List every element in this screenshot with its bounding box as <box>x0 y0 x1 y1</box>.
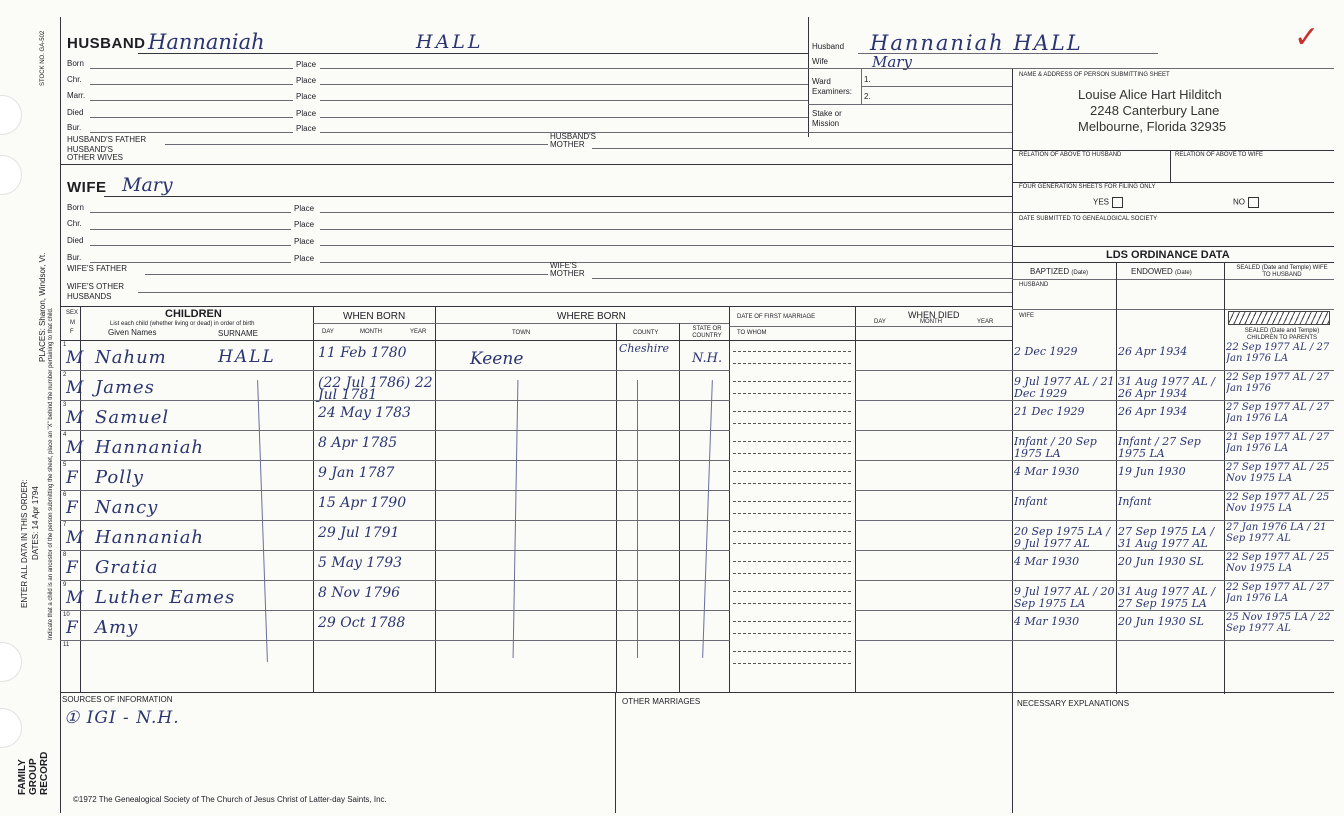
child-surname: HALL <box>218 347 276 367</box>
header-wife-label: Wife <box>812 57 828 66</box>
child-endowed: 26 Apr 1934 <box>1118 406 1188 418</box>
child-endowed: Infant / 27 Sep 1975 LA <box>1118 436 1201 460</box>
husband-surname: HALL <box>416 31 484 53</box>
child-given-name: Nahum <box>95 347 167 368</box>
ancestor-instruction: Indicate that a child is an ancestor of the person submitting the sheet, place an "X" behind the number pertaining to that child. <box>48 307 54 640</box>
no-option[interactable] <box>1233 197 1259 208</box>
date-submitted-label: DATE SUBMITTED TO GENEALOGICAL SOCIETY <box>1019 216 1158 222</box>
child-birth-date: 29 Jul 1791 <box>318 525 400 541</box>
child-sex: M <box>66 528 84 548</box>
child-sealed-to-parents: 25 Nov 1975 LA / 22 Sep 1977 AL <box>1226 612 1331 634</box>
child-baptized: 2 Dec 1929 <box>1014 346 1078 358</box>
child-sealed-to-parents: 22 Sep 1977 AL / 27 Jan 1976 <box>1226 372 1330 394</box>
ward-label: Ward <box>812 77 831 86</box>
died-day-header: DAY <box>874 319 886 325</box>
child-given-name: Hannaniah <box>95 527 205 548</box>
record-title: FAMILY GROUP RECORD <box>17 751 50 795</box>
child-sex: M <box>66 588 84 608</box>
died-month-header: MONTH <box>920 319 942 325</box>
child-baptized <box>1014 646 1116 674</box>
child-birth-date: 8 Apr 1785 <box>318 435 398 451</box>
wife-died-place-label: Place <box>294 237 315 246</box>
wife-born-label: Born <box>67 203 84 212</box>
places-instruction: PLACES: Sharon, Windsor, Vt. <box>38 252 47 362</box>
child-given-name: Samuel <box>95 407 170 428</box>
four-generation-label: FOUR GENERATION SHEETS FOR FILING ONLY <box>1019 184 1156 190</box>
child-birth-date: (22 Jul 1786) 22 Jul 1781 <box>318 375 433 403</box>
yes-label: YES <box>1093 197 1110 207</box>
child-baptized: Infant <box>1014 496 1048 508</box>
wife-died-label: Died <box>67 236 84 245</box>
child-number: 2 <box>63 372 67 378</box>
copyright-notice: ©1972 The Genealogical Society of The Church of Jesus Christ of Latter-day Saints, Inc. <box>73 795 387 804</box>
first-marriage-header: DATE OF FIRST MARRIAGE <box>737 314 816 320</box>
child-baptized: Infant / 20 Sep 1975 LA <box>1014 436 1097 460</box>
husband-died-label: Died <box>67 108 84 117</box>
child-sealed-to-parents: 22 Sep 1977 AL / 27 Jan 1976 LA <box>1226 342 1330 364</box>
child-baptized: 9 Jul 1977 AL / 21 Dec 1929 <box>1014 376 1115 400</box>
data-order-instruction: ENTER ALL DATA IN THIS ORDER: <box>20 479 29 608</box>
child-number: 3 <box>63 402 67 408</box>
husband-given-name: Hannaniah <box>148 30 265 54</box>
town-header: TOWN <box>512 330 531 336</box>
submitter-label: NAME & ADDRESS OF PERSON SUBMITTING SHEET <box>1019 72 1170 78</box>
child-sex: M <box>66 378 84 398</box>
yes-option[interactable] <box>1093 197 1123 208</box>
stake-mission-label: Stake or Mission <box>812 109 842 128</box>
child-sex: F <box>66 468 78 488</box>
children-list-instruction: List each child (whether living or dead) in order of birth <box>110 321 255 327</box>
child-sealed-to-parents: 21 Sep 1977 AL / 27 Jan 1976 LA <box>1226 432 1330 454</box>
submitter-name: Louise Alice Hart Hilditch <box>1078 87 1222 102</box>
child-sealed-to-parents <box>1226 642 1334 670</box>
child-baptized: 4 Mar 1930 <box>1014 556 1080 568</box>
wife-bur-label: Bur. <box>67 253 82 262</box>
submitter-city: Melbourne, Florida 32935 <box>1078 119 1227 134</box>
child-number: 6 <box>63 492 67 498</box>
when-born-header: WHEN BORN <box>343 311 406 322</box>
wife-father-label: WIFE'S FATHER <box>67 264 128 273</box>
child-number: 10 <box>63 612 70 618</box>
child-sealed-to-parents: 22 Sep 1977 AL / 27 Jan 1976 LA <box>1226 582 1330 604</box>
child-endowed: 20 Jun 1930 SL <box>1118 616 1204 628</box>
child-sex: F <box>66 498 78 518</box>
yes-checkbox[interactable] <box>1112 197 1123 208</box>
endowed-date-label: (Date) <box>1175 270 1192 276</box>
husband-born-place-label: Place <box>296 60 317 69</box>
child-baptized: 21 Dec 1929 <box>1014 406 1085 418</box>
state-country-header: STATE OR COUNTRY <box>692 326 722 339</box>
child-baptized: 9 Jul 1977 AL / 20 Sep 1975 LA <box>1014 586 1115 610</box>
no-checkbox[interactable] <box>1248 197 1259 208</box>
child-endowed: 26 Apr 1934 <box>1118 346 1188 358</box>
header-husband-value: Hannaniah HALL <box>870 31 1083 55</box>
endowed-header <box>1131 267 1192 276</box>
child-birth-date: 8 Nov 1796 <box>318 585 401 601</box>
relation-wife-label: RELATION OF ABOVE TO WIFE <box>1175 152 1264 158</box>
sources-value: ① IGI - N.H. <box>64 708 180 728</box>
child-number: 8 <box>63 552 67 558</box>
child-sex: M <box>66 408 84 428</box>
baptized-label: BAPTIZED <box>1030 267 1070 276</box>
stock-number: STOCK NO. GA-502 <box>40 30 46 86</box>
punch-hole <box>0 95 22 135</box>
husband-mother-label: HUSBAND'S MOTHER <box>550 132 596 149</box>
child-baptized: 4 Mar 1930 <box>1014 616 1080 628</box>
necessary-explanations-label: NECESSARY EXPLANATIONS <box>1017 699 1130 708</box>
wife-chr-label: Chr. <box>67 219 82 228</box>
child-number: 1 <box>63 342 67 348</box>
to-whom-header: TO WHOM <box>737 330 767 336</box>
child-sex: F <box>66 558 78 578</box>
husband-born-label: Born <box>67 59 84 68</box>
hatch-strip <box>1228 311 1330 325</box>
sex-header: SEX <box>66 310 79 316</box>
children-header: CHILDREN <box>165 308 222 320</box>
died-year-header: YEAR <box>977 319 994 325</box>
child-given-name: Hannaniah <box>95 437 205 458</box>
relation-husband-label: RELATION OF ABOVE TO HUSBAND <box>1019 152 1122 158</box>
wife-name: Mary <box>122 174 173 196</box>
husband-marr-place-label: Place <box>296 92 317 101</box>
child-birth-date: 29 Oct 1788 <box>318 615 406 631</box>
lds-wife-label: WIFE <box>1019 313 1034 319</box>
born-day-header: DAY <box>322 329 334 335</box>
sealed-children-header: SEALED (Date and Temple) CHILDREN TO PARENTS <box>1244 328 1320 341</box>
child-endowed: Infant <box>1118 496 1152 508</box>
husband-bur-place-label: Place <box>296 124 317 133</box>
husband-chr-place-label: Place <box>296 76 317 85</box>
sealed-wife-husband-header: SEALED (Date and Temple) WIFE TO HUSBAND <box>1236 265 1328 278</box>
child-birth-state: N.H. <box>692 351 723 366</box>
child-sealed-to-parents: 27 Sep 1977 AL / 25 Nov 1975 LA <box>1226 462 1330 484</box>
wife-label: WIFE <box>67 179 107 196</box>
header-husband-label: Husband <box>812 42 845 51</box>
wife-mother-label: WIFE'S MOTHER <box>550 261 585 278</box>
husband-died-place-label: Place <box>296 109 317 118</box>
sex-f: F <box>70 329 74 335</box>
child-birth-date: 9 Jan 1787 <box>318 465 395 481</box>
child-endowed: 19 Jun 1930 <box>1118 466 1186 478</box>
child-number: 7 <box>63 522 67 528</box>
baptized-header <box>1030 267 1088 276</box>
punch-hole <box>0 708 22 748</box>
child-number: 11 <box>63 642 70 648</box>
wife-born-place-label: Place <box>294 204 315 213</box>
endowed-label: ENDOWED <box>1131 267 1173 276</box>
husband-father-label: HUSBAND'S FATHER <box>67 135 147 144</box>
child-number: 5 <box>63 462 67 468</box>
child-given-name: Nancy <box>95 497 159 518</box>
child-sex: M <box>66 438 84 458</box>
wife-chr-place-label: Place <box>294 220 315 229</box>
child-number: 9 <box>63 582 67 588</box>
wife-other-husbands-label: WIFE'S OTHER HUSBANDS <box>67 282 125 301</box>
child-sex: M <box>66 348 84 368</box>
when-died-header: WHEN DIED <box>908 310 960 320</box>
husband-other-wives-label: HUSBAND'S OTHER WIVES <box>67 145 124 162</box>
punch-hole <box>0 642 22 682</box>
header-wife-value: Mary <box>872 53 912 71</box>
child-given-name: Luther Eames <box>95 587 236 608</box>
examiners-label: Examiners: <box>812 87 853 96</box>
husband-chr-label: Chr. <box>67 75 82 84</box>
child-sealed-to-parents: 27 Sep 1977 AL / 27 Jan 1976 LA <box>1226 402 1330 424</box>
examiner-2: 2. <box>864 92 871 101</box>
examiner-1: 1. <box>864 75 871 84</box>
born-year-header: YEAR <box>410 329 427 335</box>
child-baptized: 4 Mar 1930 <box>1014 466 1080 478</box>
child-endowed: 31 Aug 1977 AL / 26 Apr 1934 <box>1118 376 1216 400</box>
child-baptized: 20 Sep 1975 LA / 9 Jul 1977 AL <box>1014 526 1111 550</box>
child-given-name: James <box>95 377 155 398</box>
husband-label: HUSBAND <box>67 35 146 52</box>
other-marriages-label: OTHER MARRIAGES <box>622 697 701 706</box>
child-birth-date: 11 Feb 1780 <box>318 345 407 361</box>
child-given-name: Amy <box>95 617 139 638</box>
no-label: NO <box>1233 197 1245 207</box>
child-endowed <box>1118 646 1224 674</box>
child-sealed-to-parents: 22 Sep 1977 AL / 25 Nov 1975 LA <box>1226 552 1330 574</box>
lds-title: LDS ORDINANCE DATA <box>1106 249 1230 261</box>
child-endowed: 31 Aug 1977 AL / 27 Sep 1975 LA <box>1118 586 1216 610</box>
lds-husband-label: HUSBAND <box>1019 282 1049 288</box>
review-checkmark: ✓ <box>1294 20 1320 55</box>
sex-m: M <box>70 320 75 326</box>
child-birth-town: Keene <box>470 349 524 369</box>
wife-bur-place-label: Place <box>294 254 315 263</box>
child-given-name: Polly <box>95 467 144 488</box>
punch-hole <box>0 155 22 195</box>
child-given-name: Gratia <box>95 557 159 578</box>
submitter-street: 2248 Canterbury Lane <box>1090 103 1220 118</box>
child-sealed-to-parents: 27 Jan 1976 LA / 21 Sep 1977 AL <box>1226 522 1327 544</box>
husband-marr-label: Marr. <box>67 91 86 100</box>
child-endowed: 27 Sep 1975 LA / 31 Aug 1977 AL <box>1118 526 1215 550</box>
child-birth-date: 15 Apr 1790 <box>318 495 407 511</box>
child-sealed-to-parents: 22 Sep 1977 AL / 25 Nov 1975 LA <box>1226 492 1330 514</box>
child-birth-date: 5 May 1793 <box>318 555 403 571</box>
where-born-header: WHERE BORN <box>557 311 626 322</box>
child-sex: F <box>66 618 78 638</box>
given-names-header: Given Names <box>108 328 157 337</box>
baptized-date-label: (Date) <box>1071 270 1089 276</box>
child-birth-county: Cheshire <box>619 342 670 355</box>
surname-header: SURNAME <box>218 329 259 338</box>
husband-bur-label: Bur. <box>67 123 82 132</box>
county-header: COUNTY <box>633 330 659 336</box>
child-birth-date: 24 May 1783 <box>318 405 411 421</box>
dates-instruction: DATES: 14 Apr 1794 <box>31 486 40 560</box>
born-month-header: MONTH <box>360 329 382 335</box>
sources-label: SOURCES OF INFORMATION <box>62 695 173 704</box>
child-number: 4 <box>63 432 67 438</box>
child-endowed: 20 Jun 1930 SL <box>1118 556 1204 568</box>
